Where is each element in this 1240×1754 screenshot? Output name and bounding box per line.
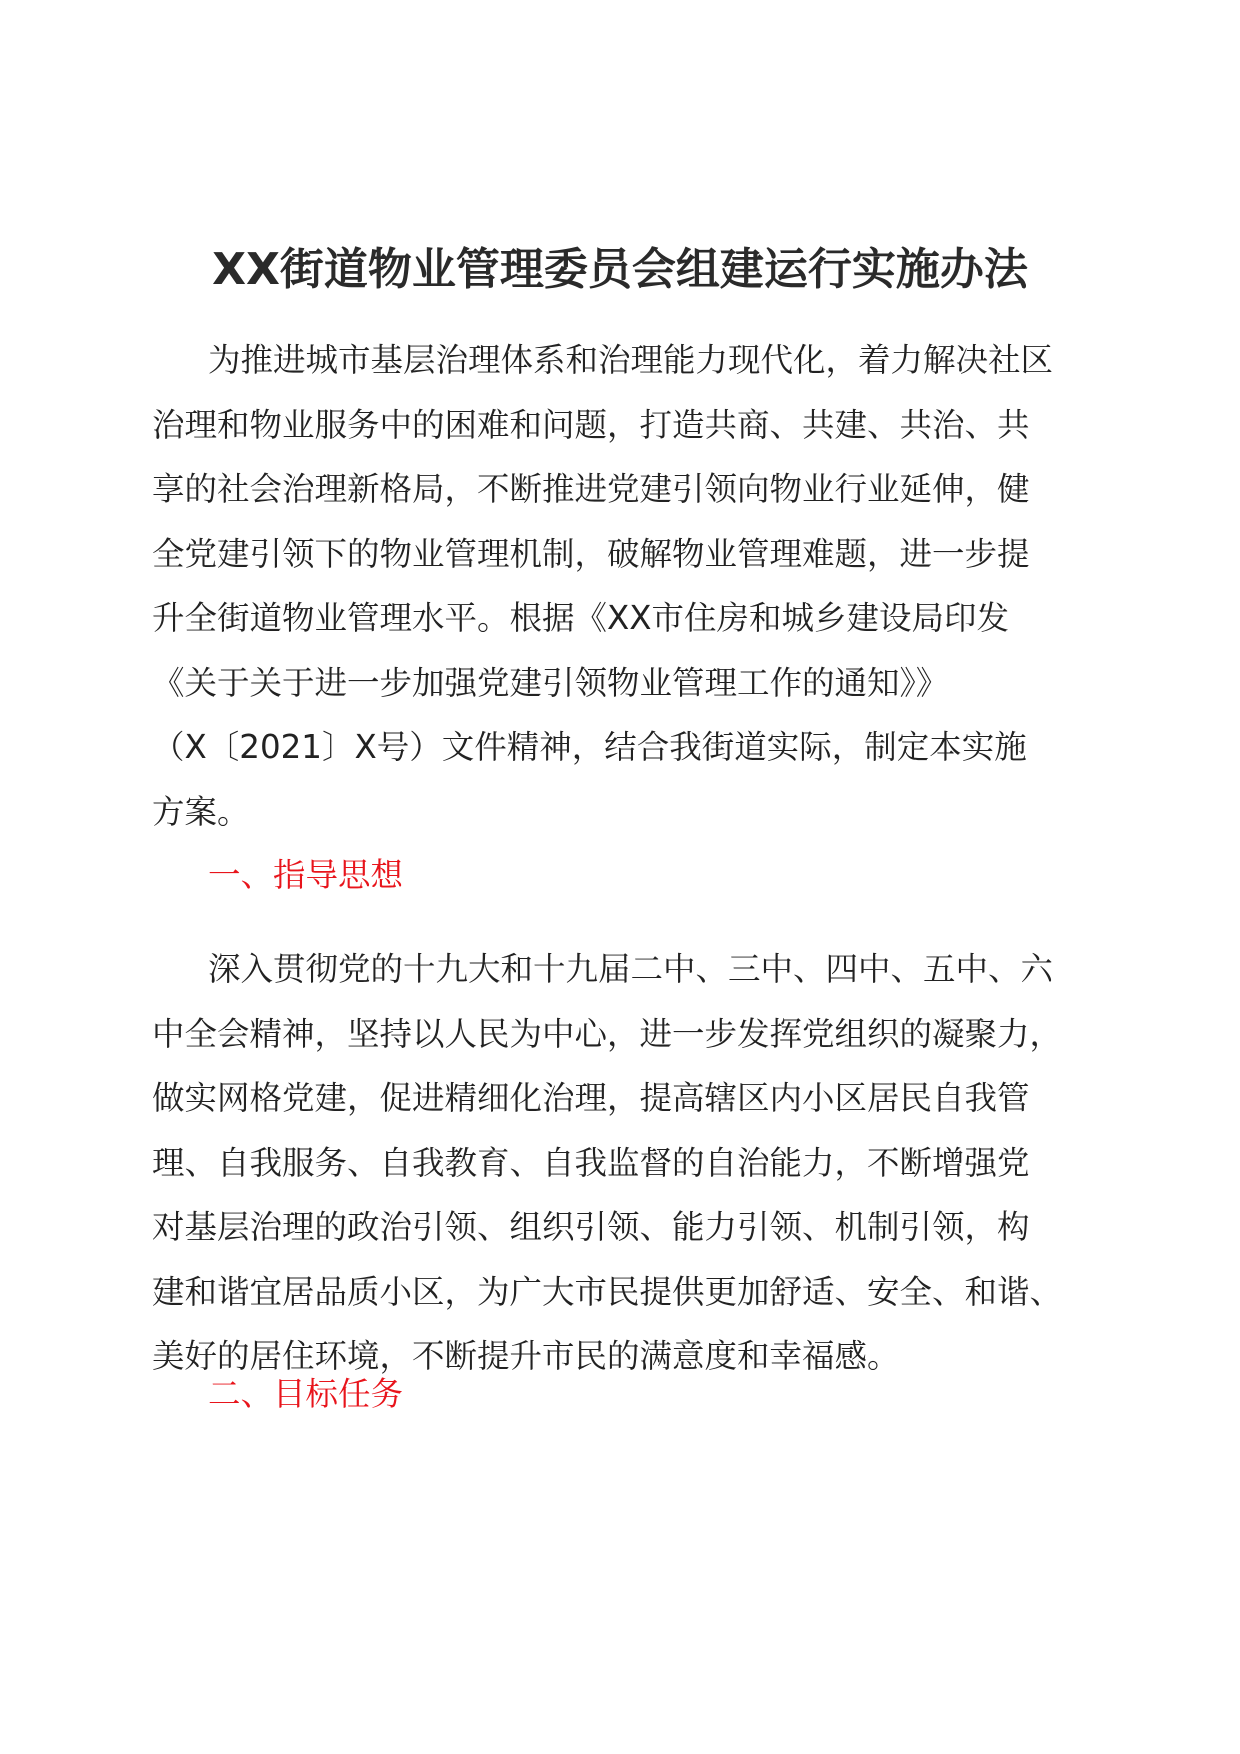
paragraph-line: 深入贯彻党的十九大和十九届二中、三中、四中、五中、六 xyxy=(208,950,1054,988)
paragraph-line: 方案。 xyxy=(152,792,250,831)
paragraph-line: 美好的居住环境，不断提升市民的满意度和幸福感。 xyxy=(152,1337,900,1375)
paragraph-line: 为推进城市基层治理体系和治理能力现代化，着力解决社区 xyxy=(208,341,1054,379)
paragraph-line: 升全街道物业管理水平。根据《XX市住房和城乡建设局印发 xyxy=(152,599,1010,637)
paragraph-line: 对基层治理的政治引领、组织引领、能力引领、机制引领，构 xyxy=(152,1208,1030,1246)
paragraph-line: 建和谐宜居品质小区，为广大市民提供更加舒适、安全、和谐、 xyxy=(152,1272,1063,1311)
document-title: XX街道物业管理委员会组建运行实施办法 xyxy=(212,244,1028,295)
paragraph-line: 《关于关于进一步加强党建引领物业管理工作的通知》》 xyxy=(152,663,949,702)
section-heading-target-tasks: 二、目标任务 xyxy=(208,1375,404,1413)
paragraph-line: 全党建引领下的物业管理机制，破解物业管理难题，进一步提 xyxy=(152,534,1030,573)
paragraph-line: （X〔2021〕X号）文件精神，结合我街道实际，制定本实施 xyxy=(152,728,1027,766)
paragraph-line: 理、自我服务、自我教育、自我监督的自治能力，不断增强党 xyxy=(152,1143,1030,1182)
paragraph-line: 治理和物业服务中的困难和问题，打造共商、共建、共治、共 xyxy=(152,405,1030,444)
guiding-ideology-paragraph xyxy=(152,937,1097,1389)
intro-paragraph xyxy=(152,328,1097,844)
paragraph-line: 做实网格党建，促进精细化治理，提高辖区内小区居民自我管 xyxy=(152,1079,1030,1117)
section-heading-guiding-ideology: 一、指导思想 xyxy=(208,856,404,894)
paragraph-line: 享的社会治理新格局，不断推进党建引领向物业行业延伸，健 xyxy=(152,470,1030,508)
paragraph-line: 中全会精神，坚持以人民为中心，进一步发挥党组织的凝聚力， xyxy=(152,1014,1063,1053)
